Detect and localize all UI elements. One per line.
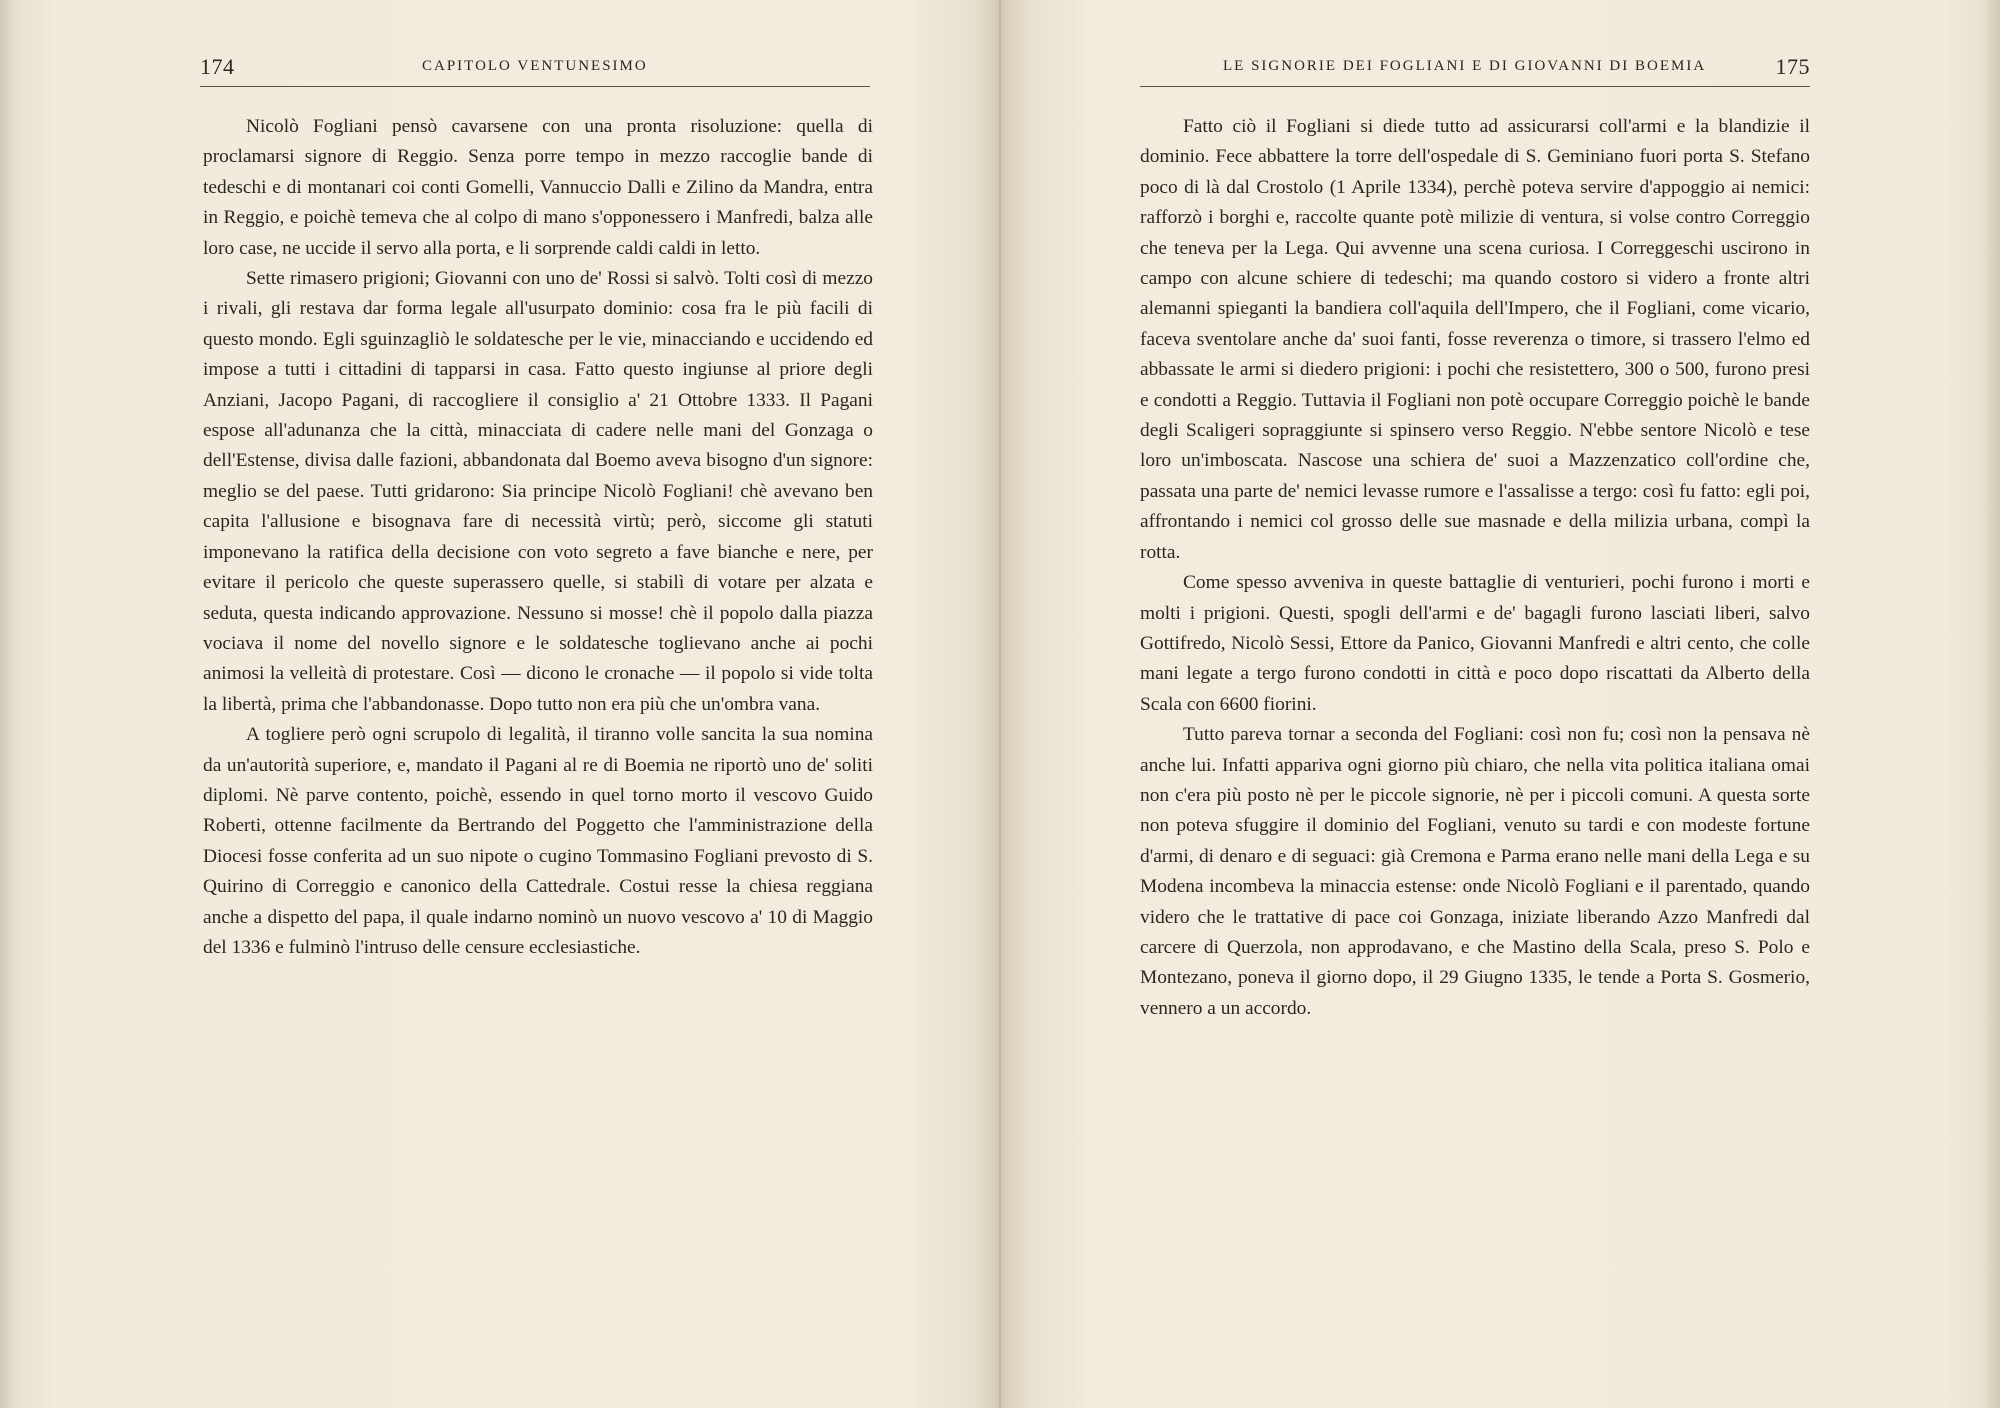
right-page: [1000, 0, 2000, 1408]
left-paragraph-3: A togliere però ogni scrupolo di legalità, il tiranno volle sancita la sua nomina da un'autorità superiore, e, mandato il Pagani al re di Boemia ne riportò uno de' soliti diplomi. Nè parve contento, poichè, essendo in quel torno morto il vescovo Guido Roberti, ottenne facilmente da Bertrando del Poggetto che l'amministrazione della Diocesi fosse conferita ad un suo nipote o cugino Tommasino Fogliani prevosto di S. Quirino di Correggio e canonico della Cattedrale. Costui resse la chiesa reggiana anche a dispetto del papa, il quale indarno nominò un nuovo vescovo a' 10 di Maggio del 1336 e fulminò l'intruso delle censure ecclesiastiche.: [203, 724, 873, 958]
left-page-body: [203, 112, 873, 963]
right-paragraph-1: Fatto ciò il Fogliani si diede tutto ad assicurarsi coll'armi e la blandizie il dominio. Fece abbattere la torre dell'ospedale di S. Geminiano fuori porta S. Stefano poco di là dal Crostolo (1 Aprile 1334), perchè poteva servire d'appoggio ai nemici: rafforzò i borghi e, raccolte quante potè milizie di ventura, si volse contro Correggio che teneva per la Lega. Qui avvenne una scena curiosa. I Correggeschi uscirono in campo con alcune schiere di tedeschi; ma quando costoro si videro a fronte altri alemanni spieganti la bandiera coll'aquila dell'Impero, che il Fogliani, come vicario, faceva sventolare anche da' suoi fanti, fosse reverenza o timore, si trassero l'elmo ed abbassate le armi si diedero prigioni: i pochi che resistettero, 300 o 500, furono presi e condotti a Reggio. Tuttavia il Fogliani non potè occupare Correggio poichè le bande degli Scaligeri sopraggiunte si spinsero verso Reggio. N'ebbe sentore Nicolò e tese loro un'imboscata. Nascose una schiera de' suoi a Mazzenzatico coll'ordine che, passata una parte de' nemici levasse rumore e l'assalisse a tergo: così fu fatto: egli poi, affrontando i nemici col grosso delle sue masnade e della milizia urbana, compì la rotta.: [1140, 116, 1810, 563]
left-running-title: CAPITOLO VENTUNESIMO: [422, 58, 648, 74]
right-paragraph-3: Tutto pareva tornar a seconda del Fogliani: così non fu; così non la pensava nè anche lui. Infatti appariva ogni giorno più chiaro, che nella vita politica italiana omai non c'era più posto nè per le piccole signorie, nè per i piccoli comuni. A questa sorte non poteva sfuggire il dominio del Fogliani, venuto su tardi e con modeste fortune d'armi, di denaro e di seguaci: già Cremona e Parma erano nelle mani della Lega e su Modena incombeva la minaccia estense: onde Nicolò Fogliani e il parentado, quando videro che le trattative di pace coi Gonzaga, iniziate liberando Azzo Manfredi dal carcere di Querzola, non approdavano, e che Mastino della Scala, preso S. Polo e Montezano, poneva il giorno dopo, il 29 Giugno 1335, le tende a Porta S. Gosmerio, vennero a un accordo.: [1140, 724, 1810, 1019]
left-paragraph-1: Nicolò Fogliani pensò cavarsene con una pronta risoluzione: quella di proclamarsi signore di Reggio. Senza porre tempo in mezzo raccoglie bande di tedeschi e di montanari coi conti Gomelli, Vannuccio Dalli e Zilino da Mandra, entra in Reggio, e poichè temeva che al colpo di mano s'opponessero i Manfredi, balza alle loro case, ne uccide il servo alla porta, e li sorprende caldi caldi in letto.: [203, 116, 873, 259]
left-page-header: [200, 52, 870, 87]
right-page-header: [1140, 52, 1810, 87]
right-paragraph-2: Come spesso avveniva in queste battaglie di venturieri, pochi furono i morti e molti i prigioni. Questi, spogli dell'armi e de' bagagli furono lasciati liberi, salvo Gottifredo, Nicolò Sessi, Ettore da Panico, Giovanni Manfredi e altri cento, che colle mani legate a tergo furono condotti in città e poco dopo riscattati da Alberto della Scala con 6600 fiorini.: [1140, 572, 1810, 715]
right-page-number: 175: [1775, 54, 1810, 79]
left-page-number: 174: [200, 54, 235, 79]
left-paragraph-2: Sette rimasero prigioni; Giovanni con uno de' Rossi si salvò. Tolti così di mezzo i rivali, gli restava dar forma legale all'usurpato dominio: cosa fra le più facili di questo mondo. Egli sguinzagliò le soldatesche per le vie, minacciando e uccidendo ed impose a tutti i cittadini di tapparsi in casa. Fatto questo ingiunse al priore degli Anziani, Jacopo Pagani, di raccogliere il consiglio a' 21 Ottobre 1333. Il Pagani espose all'adunanza che la città, minacciata di cadere nelle mani del Gonzaga o dell'Estense, divisa dalle fazioni, abbandonata dal Boemo aveva bisogno d'un signore: meglio se del paese. Tutti gridarono: Sia principe Nicolò Fogliani! chè avevano ben capita l'allusione e bisognava fare di necessità virtù; però, siccome gli statuti imponevano la ratifica della decisione con voto segreto a fave bianche e nere, per evitare il pericolo che queste superassero quelle, si stabilì di votare per alzata e seduta, questa indicando approvazione. Nessuno si mosse! chè il popolo dalla piazza vociava il nome del novello signore e le soldatesche toglievano anche ai pochi animosi la velleità di protestare. Così — dicono le cronache — il popolo si vide tolta la libertà, prima che l'abbandonasse. Dopo tutto non era più che un'ombra vana.: [203, 268, 873, 715]
right-page-body: [1140, 112, 1810, 1024]
right-running-title: LE SIGNORIE DEI FOGLIANI E DI GIOVANNI DI BOEMIA: [1223, 58, 1707, 74]
